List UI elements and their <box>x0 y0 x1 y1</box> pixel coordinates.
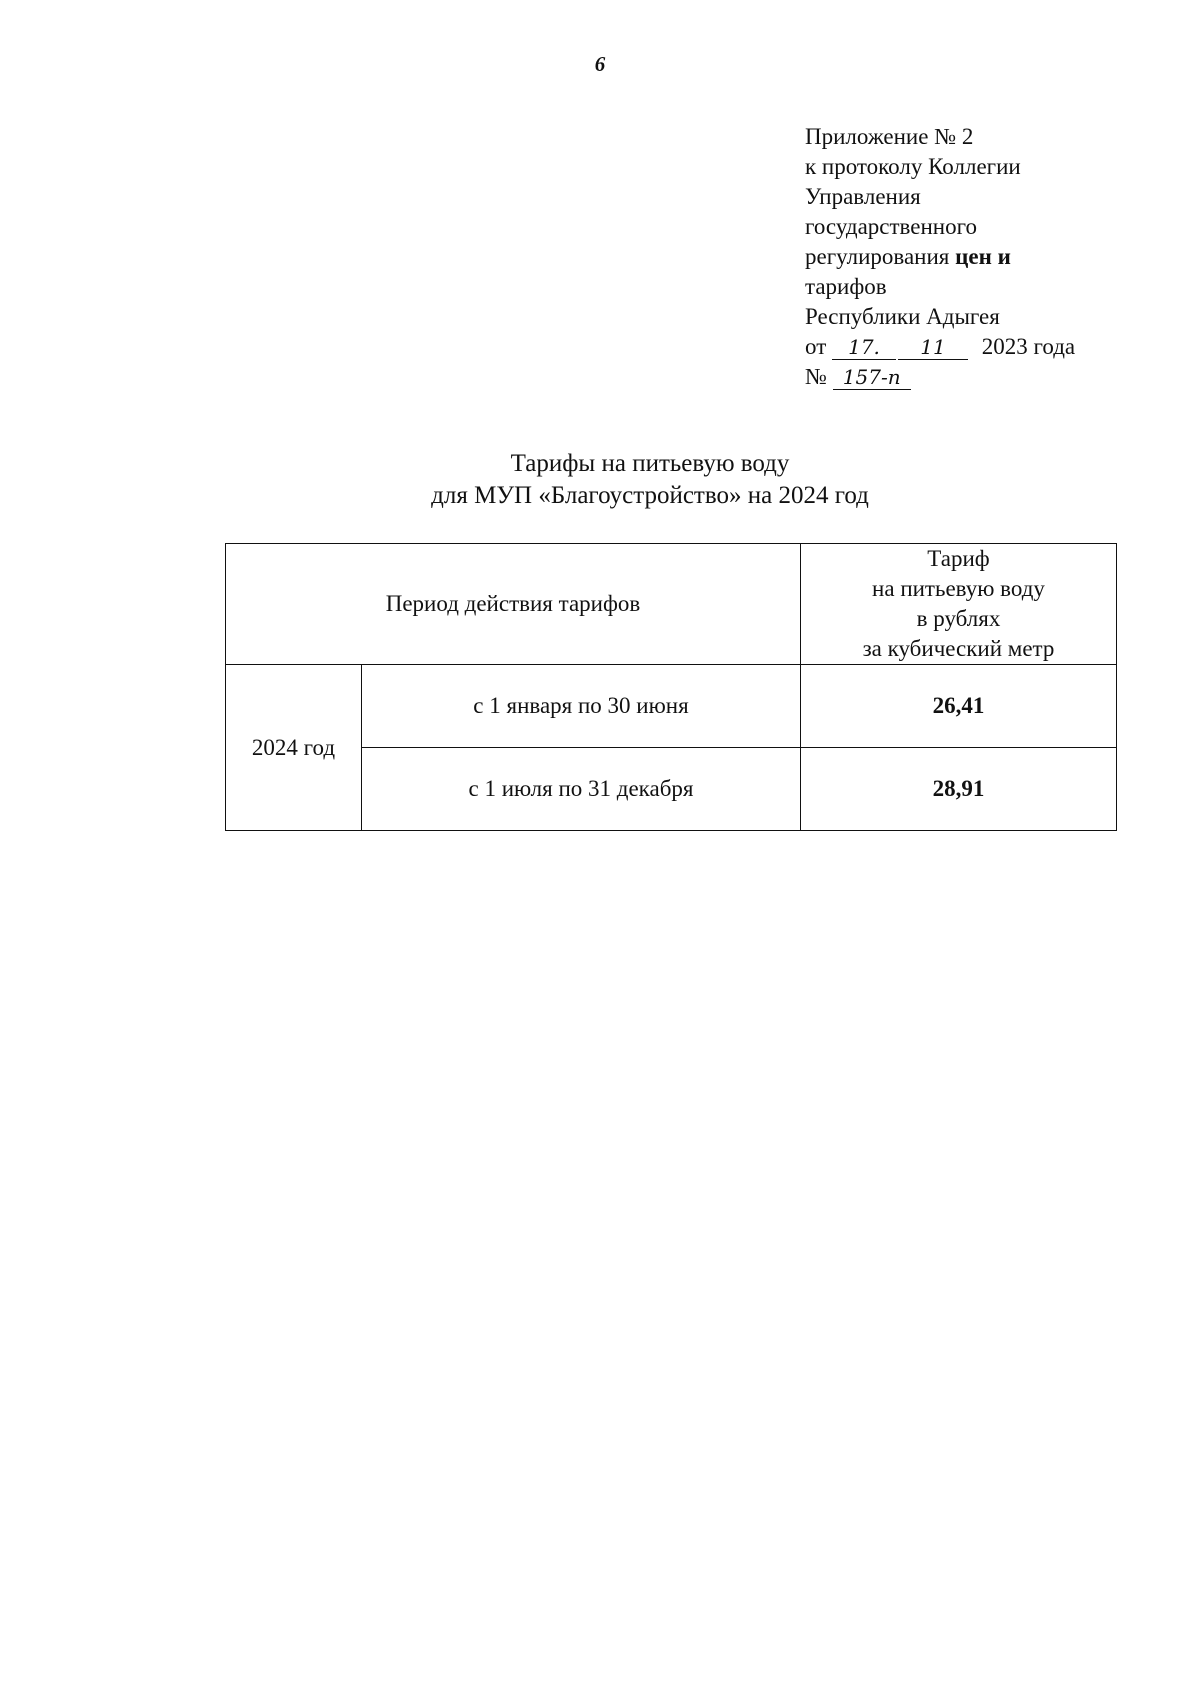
date-year: 2023 года <box>981 334 1076 359</box>
number-handwritten: 157-п <box>833 365 911 390</box>
tariff-value-cell: 28,91 <box>801 748 1117 831</box>
header-tariff-line: в рублях <box>916 606 1001 631</box>
table-row <box>226 665 1117 748</box>
appendix-date <box>805 332 1135 362</box>
tariff-table <box>225 543 1117 831</box>
appendix-header <box>805 122 1135 392</box>
header-tariff-line: за кубический метр <box>862 636 1055 661</box>
appendix-line: Республики Адыгея <box>805 304 1000 329</box>
appendix-line-bold: цен и <box>955 244 1011 269</box>
appendix-number <box>805 362 1135 392</box>
number-prefix: № <box>805 364 827 389</box>
appendix-line: государственного <box>805 214 977 239</box>
date-prefix: от <box>805 334 827 359</box>
page-number: 6 <box>594 52 606 76</box>
header-tariff-line: на питьевую воду <box>872 576 1045 601</box>
title-line: Тарифы на питьевую воду <box>510 450 790 477</box>
appendix-line: Управления <box>805 184 921 209</box>
year-cell: 2024 год <box>226 665 362 831</box>
appendix-line: к протоколу Коллегии <box>805 154 1021 179</box>
appendix-title: Приложение № 2 <box>805 124 974 149</box>
date-day-handwritten: 17. <box>832 335 896 360</box>
appendix-line-text: регулирования <box>805 244 950 269</box>
header-period: Период действия тарифов <box>226 544 801 665</box>
title-line: для МУП «Благоустройство» на 2024 год <box>431 482 869 509</box>
header-tariff-line: Тариф <box>927 546 990 571</box>
table-header-row <box>226 544 1117 665</box>
date-month-handwritten: 11 <box>898 335 968 360</box>
tariff-value-cell: 26,41 <box>801 665 1117 748</box>
period-cell: с 1 июля по 31 декабря <box>362 748 801 831</box>
appendix-line: тарифов <box>805 274 887 299</box>
header-tariff <box>801 544 1117 665</box>
period-cell: с 1 января по 30 июня <box>362 665 801 748</box>
document-title <box>0 448 1200 512</box>
appendix-line <box>805 242 1135 272</box>
